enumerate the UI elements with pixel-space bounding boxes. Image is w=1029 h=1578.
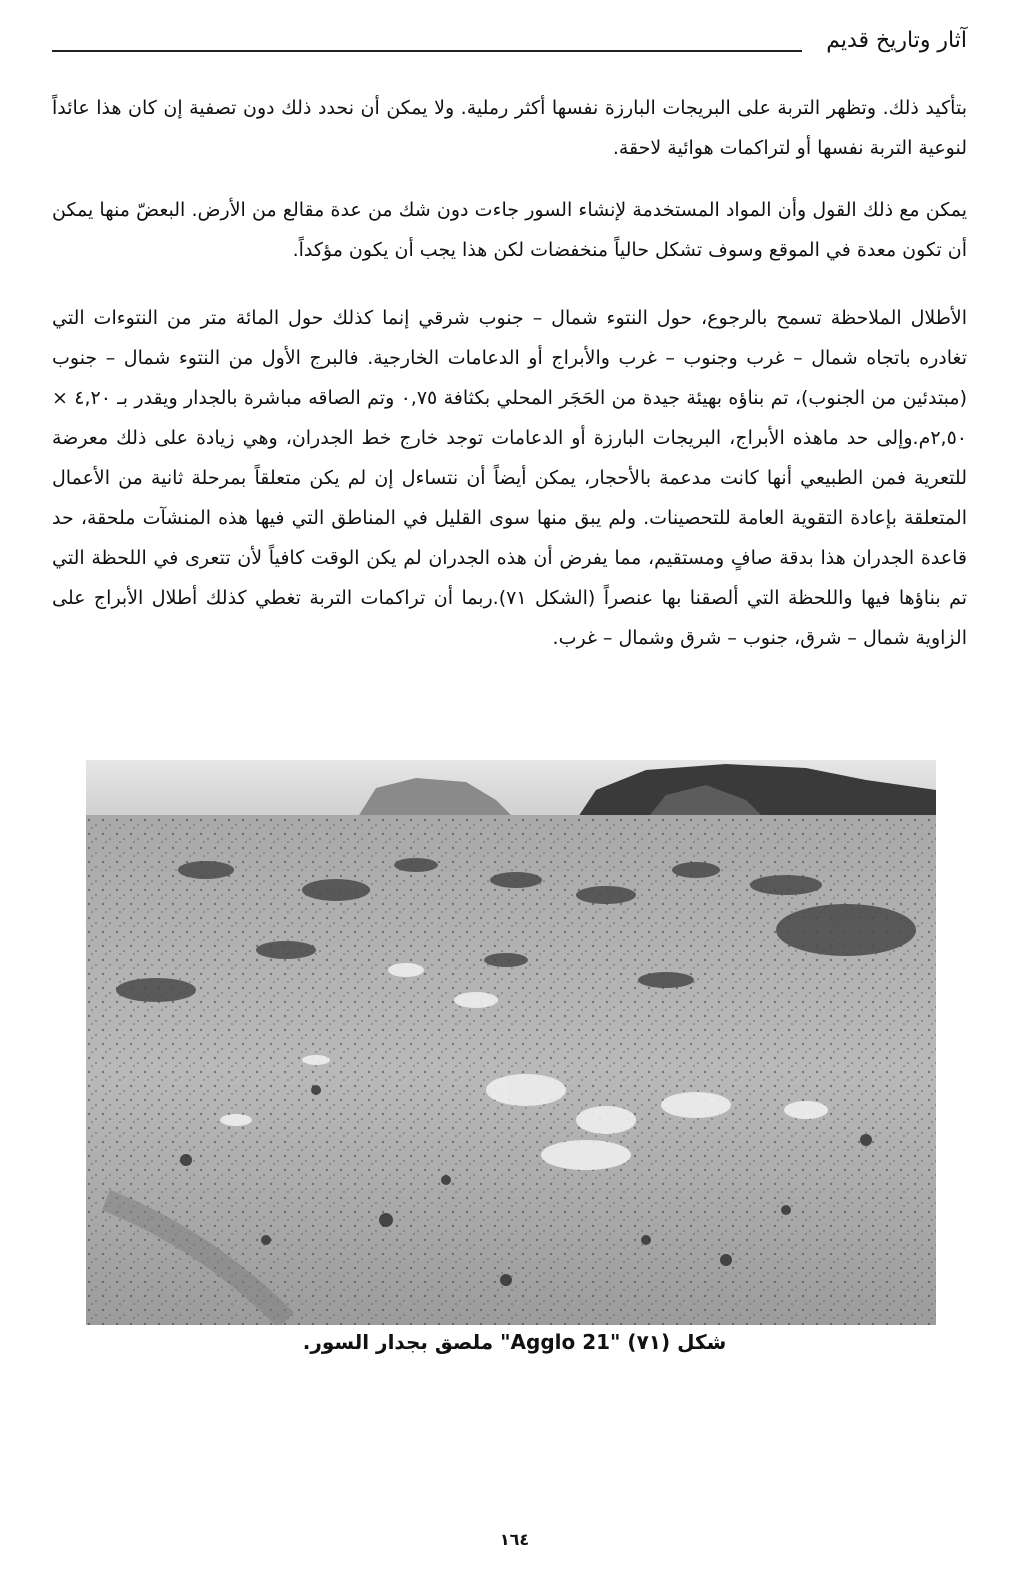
body-text [52,88,967,680]
figure-caption: شكل (٧١) "Agglo 21" ملصق بجدار السور. [302,1330,727,1354]
running-header [52,22,967,58]
header-rule [52,50,802,52]
photo-illustration [86,760,936,1325]
paragraph-2: يمكن مع ذلك القول وأن المواد المستخدمة لإنشاء السور جاءت دون شك من عدة مقالع من الأرض. البعضّ منها يمكن أن تكون معدة في الموقع وسوف تشكل حالياً منخفضات لكن هذا يجب أن يكون مؤكداً. [52,199,967,261]
figure-photo-desert-ruins [86,760,936,1325]
running-header-title: آثار وتاريخ قديم [826,28,967,53]
page-number: ١٦٤ [499,1530,530,1549]
paragraph-1: بتأكيد ذلك. وتظهر التربة على البريجات البارزة نفسها أكثر رملية. ولا يمكن أن نحدد ذلك دون تصفية إن كان هذا عائداً لنوعية التربة نفسها أو لتراكمات هوائية لاحقة. [52,97,967,159]
paragraph-3: الأطلال الملاحظة تسمح بالرجوع، حول النتوء شمال – جنوب شرقي إنما كذلك حول المائة متر من النتوءات التي تغادره باتجاه شمال – غرب وجنوب – غرب والأبراج أو الدعامات الخارجية. فالبرج الأول من النتوء شمال – جنوب (مبتدئين من الجنوب)، تم بناؤه بهيئة جيدة من الحَجَر المحلي بكثافة ٠,٧٥ وتم الصاقه مباشرة بالجدار ويقدر بـ ٤,٢٠ × ٢,٥٠م.وإلى حد ماهذه الأبراج، البريجات البارزة أو الدعامات توجد خارج خط الجدران، وهي زيادة على ذلك معرضة للتعرية فمن الطبيعي أنها كانت مدعمة بالأحجار، يمكن أيضاً أن نتساءل إن لم يكن متعلقاً بمرحلة ثانية من الأعمال المتعلقة بإعادة التقوية العامة للتحصينات. ولم يبق منها سوى القليل في المناطق التي فيها هذه المنشآت ملحقة، حد قاعدة الجدران هذا بدقة صافٍ ومستقيم، مما يفرض أن هذه الجدران لم يكن الوقت كافياً لأن تتعرى في اللحظة التي تم بناؤها فيها واللحظة التي ألصقنا بها عنصراً (الشكل ٧١).ربما أن تراكمات التربة تغطي كذلك أطلال الأبراج على الزاوية شمال – شرق، جنوب – شرق وشمال – غرب. [52,307,967,649]
